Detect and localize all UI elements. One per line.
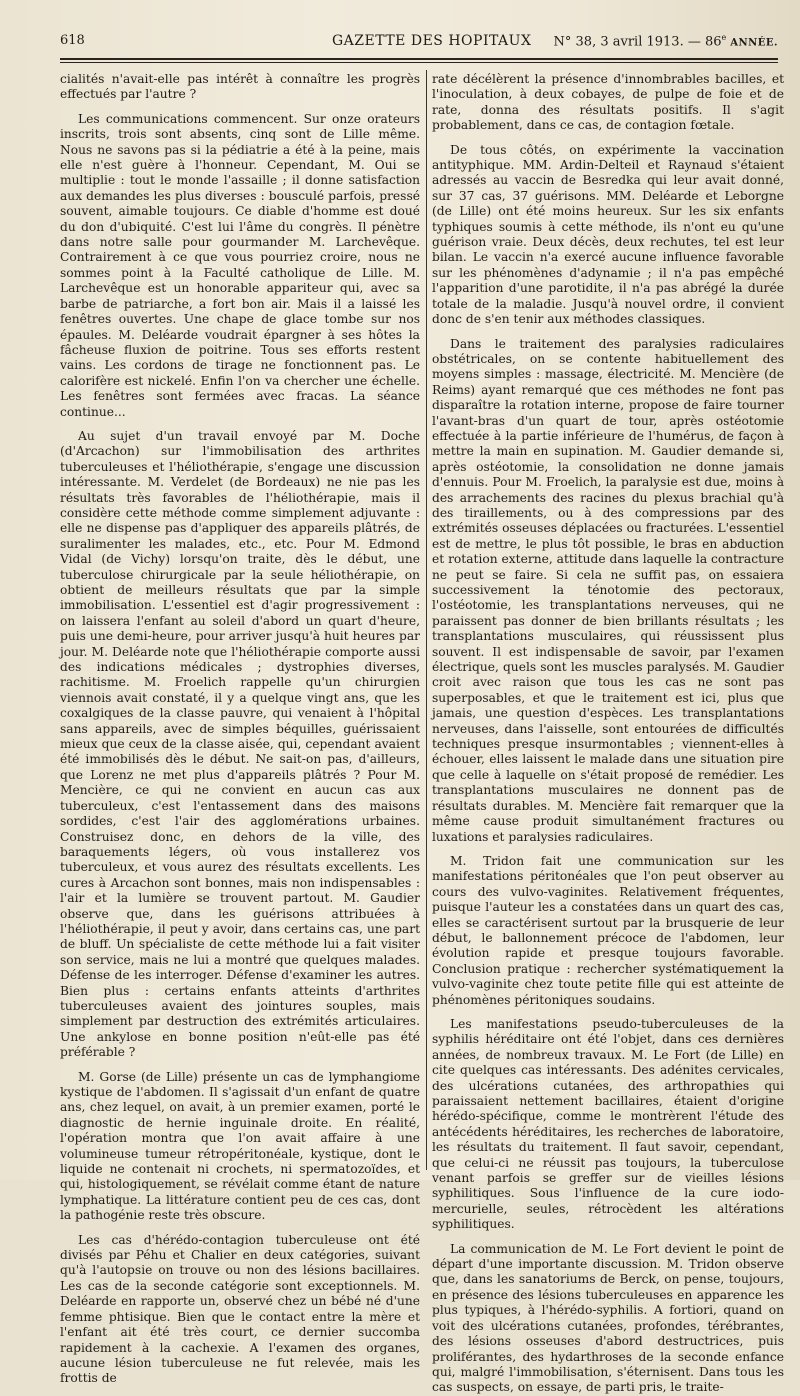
paragraph: Les cas d'hérédo-contagion tuberculeuse ont été divisés par Péhu et Chalier en deux catégories, suivant qu'à l'autopsie on trouve ou non des lésions bacillaires. Les cas de la seconde catégorie sont exceptionnels. M. Deléarde en rapporte un, observé chez un bébé né d'une femme phtisique. Bien que le contact entre la mère et l'enfant ait été très court, ce dernier succomba rapidement à la cachexie. A l'examen des organes, aucune lésion tuberculeuse ne fut relevée, mais les frottis de — [60, 1232, 420, 1386]
column-divider — [426, 70, 427, 1170]
paragraph: Les communications commencent. Sur onze orateurs inscrits, trois sont absents, cinq sont de Lille même. Nous ne savons pas si la pédiatrie a été à la peine, mais elle n'est guère à l'honneur. Cependant, M. Oui se multiplie : tout le monde l'assaille ; il donne satisfaction aux demandes les plus diverses : bousculé parfois, pressé souvent, aimable toujours. Ce diable d'homme est doué du don d'ubiquité. C'est lui l'âme du congrès. Il pénètre dans notre salle pour gourmander M. Larchevêque. Contrairement à ce que vous pourriez croire, nous ne sommes point à la Faculté catholique de Lille. M. Larchevêque est un honorable appariteur qui, avec sa barbe de patriarche, a fort bon air. Mais il a laissé les fenêtres ouvertes. Une chape de glace tombe sur nos épaules. M. Deléarde voudrait épargner à ses hôtes la fâcheuse fluxion de poitrine. Tous ses efforts restent vains. Les cordons de tirage ne fonctionnent pas. Le calorifère est nickelé. Enfin l'on va chercher une échelle. Les fenêtres sont fermées avec fracas. La séance continue... — [60, 111, 420, 419]
header-rule — [60, 58, 778, 60]
left-column — [60, 72, 420, 1386]
paragraph: De tous côtés, on expérimente la vaccination antityphique. MM. Ardin-Delteil et Raynaud s'étaient adressés au vaccin de Besredka qui leur avait donné, sur 37 cas, 37 guérisons. MM. Deléarde et Leborgne (de Lille) ont été moins heureux. Sur les six enfants typhiques soumis à cette méthode, ils n'ont eu qu'une guérison vraie. Deux décès, deux rechutes, tel est leur bilan. Le vaccin n'a exercé aucune influence favorable sur les phénomènes d'adynamie ; il n'a pas empêché l'apparition d'une parotidite, il n'a pas abrégé la durée totale de la maladie. Jusqu'à nouvel ordre, il convient donc de s'en tenir aux méthodes classiques. — [432, 142, 784, 327]
paragraph: Dans le traitement des paralysies radiculaires obstétricales, on se contente habituellement des moyens simples : massage, électricité. M. Mencière (de Reims) ayant remarqué que ces méthodes ne font pas disparaître la rotation interne, propose de faire tourner l'avant-bras d'un quart de tour, après ostéotomie effectuée à la partie inférieure de l'humérus, de façon à mettre la main en supination. M. Gaudier demande si, après ostéotomie, la consolidation ne donne jamais d'ennuis. Pour M. Froelich, la paralysie est due, moins à des arrachements des racines du plexus brachial qu'à des tiraillements, ou à des compressions par des extrémités osseuses déplacées ou fracturées. L'essentiel est de mettre, le plus tôt possible, le bras en abduction et rotation externe, attitude dans laquelle la contracture ne peut se faire. Si cela ne suffit pas, on essaiera successivement la ténotomie des pectoraux, l'ostéotomie, les transplantations nerveuses, qui ne paraissent pas donner de bien brillants résultats ; les transplantations musculaires, qui réussissent plus souvent. Il est indispensable de savoir, par l'examen électrique, quels sont les muscles paralysés. M. Gaudier croit avec raison que tous les cas ne sont pas superposables, et que le traitement est ici, plus que jamais, une question d'espèces. Les transplantations nerveuses, dans l'aisselle, sont entourées de difficultés techniques presque insurmontables ; viennent-elles à échouer, elles laissent le malade dans une situation pire que celle à laquelle on s'était proposé de remédier. Les transplantations musculaires ne donnent pas de résultats durables. M. Mencière fait remarquer que la même cause produit simultanément fractures ou luxations et paralysies radiculaires. — [432, 336, 784, 844]
paragraph: Au sujet d'un travail envoyé par M. Doche (d'Arcachon) sur l'immobilisation des arthrites tuberculeuses et l'héliothérapie, s'engage une discussion intéressante. M. Verdelet (de Bordeaux) ne nie pas les résultats très favorables de l'héliothérapie, mais il considère cette méthode comme simplement adjuvante : elle ne dispense pas d'appliquer des appareils plâtrés, de suralimenter les malades, etc., etc. Pour M. Edmond Vidal (de Vichy) lorsqu'on traite, dès le début, une tuberculose chirurgicale par la seule héliothérapie, on obtient de meilleurs résultats que par la simple immobilisation. L'essentiel est d'agir progressivement : on laissera l'enfant au soleil d'abord un quart d'heure, puis une demi-heure, pour arriver jusqu'à huit heures par jour. M. Deléarde note que l'héliothérapie comporte aussi des indications médicales ; dystrophies diverses, rachitisme. M. Froelich rappelle qu'un chirurgien viennois avait constaté, il y a quelque vingt ans, que les coxalgiques de la classe pauvre, qui venaient à l'hôpital sans appareils, avec de simples béquilles, guérissaient mieux que ceux de la classe aisée, qui, cependant avaient été immobilisés dès le début. Ne sait-on pas, d'ailleurs, que Lorenz ne met plus d'appareils plâtrés ? Pour M. Mencière, ce qui ne convient en aucun cas aux tuberculeux, c'est l'entassement dans des maisons sordides, c'est l'air des agglomérations urbaines. Construisez donc, en dehors de la ville, des baraquements légers, où vous installerez vos tuberculeux, et vous aurez des résultats excellents. Les cures à Arcachon sont bonnes, mais non indispensables : l'air et la lumière se trouvent partout. M. Gaudier observe que, dans les guérisons attribuées à l'héliothérapie, il peut y avoir, dans certains cas, une part de bluff. Un spécialiste de cette méthode lui a fait visiter son service, mais ne lui a montré que quelques malades. Défense de les interroger. Défense d'examiner les autres. Bien plus : certains enfants atteints d'arthrites tuberculeuses avaient des jointures souples, mais simplement par destruction des extrémités articulaires. Une ankylose en bonne position n'eût-elle pas été préférable ? — [60, 428, 420, 1060]
paragraph: Les manifestations pseudo-tuberculeuses de la syphilis héréditaire ont été l'objet, dans ces dernières années, de nombreux travaux. M. Le Fort (de Lille) en cite quelques cas intéressants. Des adénites cervicales, des ulcérations cutanées, des arthropathies qui paraissaient nettement bacillaires, étaient d'origine hérédo-spécifique, comme le montrèrent l'étude des antécédents héréditaires, les recherches de laboratoire, les résultats du traitement. Il faut savoir, cependant, que celui-ci ne réussit pas toujours, la tuberculose venant parfois se greffer sur de vieilles lésions syphilitiques. Sous l'influence de la cure iodo-mercurielle, seules, rétrocèdent les altérations syphilitiques. — [432, 1016, 784, 1232]
issue-date: N° 38, 3 avril 1913. — 86 — [553, 34, 722, 50]
page-header — [60, 30, 778, 52]
header-rule-thin — [60, 62, 778, 63]
journal-title: GAZETTE DES HOPITAUX — [332, 33, 532, 49]
paragraph: M. Gorse (de Lille) présente un cas de lymphangiome kystique de l'abdomen. Il s'agissait d'un enfant de quatre ans, chez lequel, on avait, à un premier examen, porté le diagnostic de hernie inguinale droite. En réalité, l'opération montra que l'on avait affaire à une volumineuse tumeur rétropéritonéale, kystique, dont le liquide ne contenait ni crochets, ni spermatozoïdes, et qui, histologiquement, se révélait comme étant de nature lymphatique. La littérature contient peu de ces cas, dont la pathogénie reste très obscure. — [60, 1069, 420, 1223]
paragraph: rate décélèrent la présence d'innombrables bacilles, et l'inoculation, à deux cobayes, de pulpe de foie et de rate, donna des résultats positifs. Il s'agit probablement, dans ce cas, de contagion fœtale. — [432, 72, 784, 133]
page-number: 618 — [60, 33, 85, 48]
right-column — [432, 72, 784, 1395]
issue-info — [554, 33, 778, 49]
paragraph: M. Tridon fait une communication sur les manifestations péritonéales que l'on peut observer au cours des vulvo-vaginites. Relativement fréquentes, puisque l'auteur les a constatées dans un quart des cas, elles se caractérisent surtout par la brusquerie de leur début, le ballonnement précoce de l'abdomen, leur évolution rapide et presque toujours favorable. Conclusion pratique : rechercher systématiquement la vulvo-vaginite chez toute petite fille qui est atteinte de phénomènes péritoniques soudains. — [432, 853, 784, 1007]
paragraph: La communication de M. Le Fort devient le point de départ d'une importante discussion. M. Tridon observe que, dans les sanatoriums de Berck, on pense, toujours, en présence des lésions tuberculeuses en apparence les plus typiques, à l'hérédo-syphilis. A fortiori, quand on voit des ulcérations cutanées, profondes, térébrantes, des lésions osseuses d'abord destructrices, puis proliférantes, des hydarthroses de la seconde enfance qui, malgré l'immobilisation, s'éternisent. Dans tous les cas suspects, on essaye, de parti pris, le traite- — [432, 1241, 784, 1395]
paragraph: cialités n'avait-elle pas intérêt à connaître les progrès effectués par l'autre ? — [60, 72, 420, 102]
issue-ordinal: e — [721, 33, 727, 42]
issue-year-label: ANNÉE. — [726, 37, 778, 49]
